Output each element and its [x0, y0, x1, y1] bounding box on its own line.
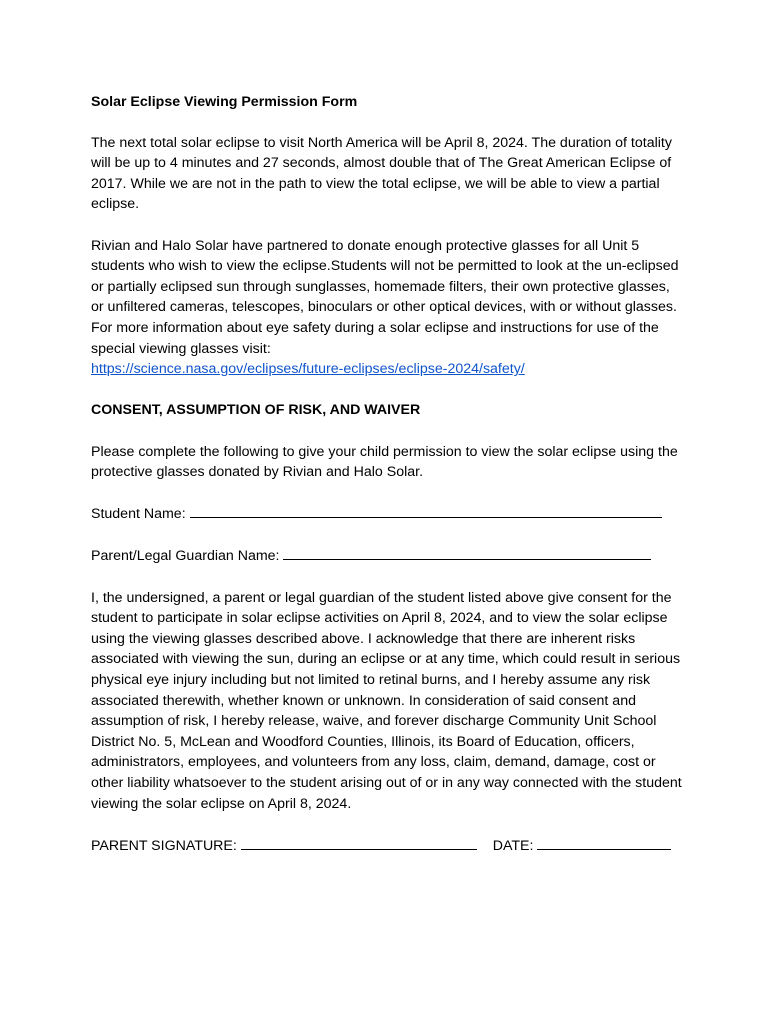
waiver-paragraph: I, the undersigned, a parent or legal guardian of the student listed above give consent for the student to participate in solar eclipse activities on April 8, 2024, and to view the solar eclipse using the viewing glasses described above. I acknowledge that there are inherent risks associated with viewing the sun, during an eclipse or at any time, which could result in serious physical eye injury including but not limited to retinal burns, and I hereby assume any risk associated therewith, whether known or unknown. In consideration of said consent and assumption of risk, I hereby release, waive, and forever discharge Community Unit School District No. 5, McLean and Woodford Counties, Illinois, its Board of Education, officers, administrators, employees, and volunteers from any loss, claim, demand, damage, cost or other liability whatsoever to the student arising out of or in any way connected with the student viewing the solar eclipse on April 8, 2024. [91, 589, 682, 812]
instructions-paragraph: Please complete the following to give your child permission to view the solar eclipse using the protective glasses donated by Rivian and Halo Solar. [91, 443, 678, 481]
glasses-info-block [91, 236, 683, 380]
guardian-name-field[interactable] [283, 545, 651, 560]
signature-row [91, 835, 683, 857]
student-name-label: Student Name: [91, 506, 186, 523]
signature-label: PARENT SIGNATURE: [91, 837, 237, 854]
form-title: Solar Eclipse Viewing Permission Form [91, 94, 358, 110]
student-name-field[interactable] [190, 503, 662, 518]
intro-paragraph: The next total solar eclipse to visit North America will be April 8, 2024. The duration of totality will be up to 4 minutes and 27 seconds, almost double that of The Great American Eclipse of 2017. While we are not in the path to view the total eclipse, we will be able to view a partial eclipse. [91, 134, 672, 213]
glasses-paragraph: Rivian and Halo Solar have partnered to donate enough protective glasses for all Unit 5 students who wish to view the eclipse.Students will not be permitted to look at the un-eclipsed or partially eclipsed sun through sunglasses, homemade filters, their own protective glasses, or unfiltered cameras, telescopes, binoculars or other optical devices, with or without glasses. For more information about eye safety during a solar eclipse and instructions for use of the special viewing glasses visit: [91, 237, 679, 357]
student-name-row [91, 503, 683, 525]
nasa-safety-link[interactable]: https://science.nasa.gov/eclipses/future-eclipses/eclipse-2024/safety/ [91, 361, 525, 378]
permission-form-page [91, 92, 683, 877]
guardian-name-row [91, 545, 683, 567]
date-label: DATE: [492, 837, 534, 854]
signature-field[interactable] [241, 835, 477, 850]
date-field[interactable] [537, 835, 671, 850]
consent-heading: CONSENT, ASSUMPTION OF RISK, AND WAIVER [91, 402, 421, 419]
guardian-name-label: Parent/Legal Guardian Name: [91, 548, 280, 565]
